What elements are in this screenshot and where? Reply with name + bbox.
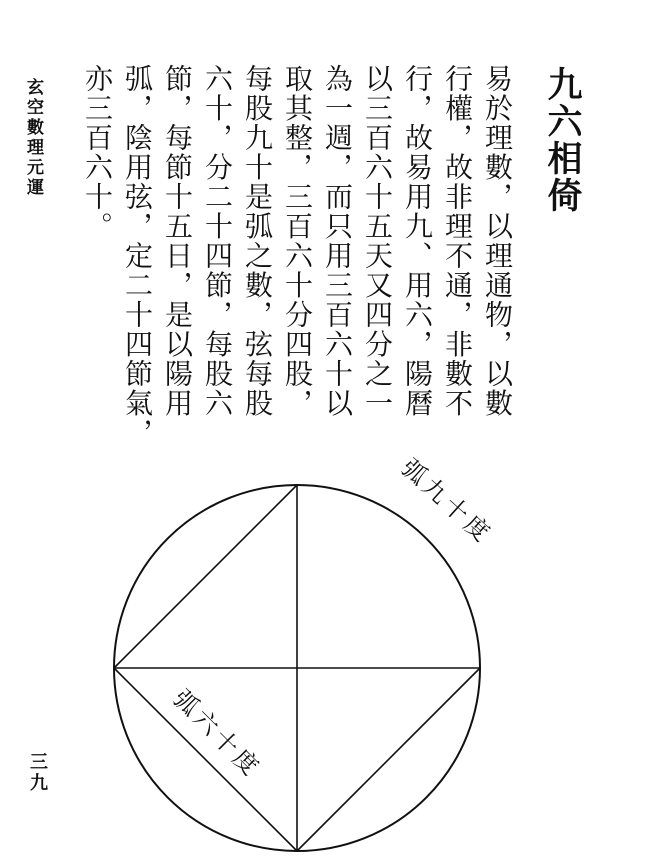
section-title: 九六相倚 <box>542 66 582 214</box>
running-head: 玄空數理元運 <box>23 78 43 198</box>
body-text-column: 行權，故非理不通，非數不 <box>441 64 474 418</box>
chord-sixty-label: 弧六十度 <box>167 684 267 784</box>
inscribed-square-side <box>114 485 297 668</box>
body-text-column: 弧，陰用弦，定二十四節氣， <box>121 64 154 448</box>
body-text-column: 節，每節十五日，是以陽用 <box>161 64 194 418</box>
body-text-column: 每股九十是弧之數，弦每股 <box>241 64 274 418</box>
page-number: 三九 <box>27 752 48 794</box>
body-text-column: 取其整，三百六十分四股， <box>281 64 314 418</box>
body-text-column: 六十，分二十四節，每股六 <box>201 64 234 418</box>
body-text-column: 易於理數，以理通物，以數 <box>481 64 514 418</box>
inscribed-square-side <box>114 668 297 851</box>
arc-ninety-label: 弧九十度 <box>395 453 498 550</box>
inscribed-square-side <box>297 668 480 851</box>
body-text-column: 行，故易用九、用六，陽曆 <box>401 64 434 418</box>
body-text-column: 以三百六十五天又四分之一 <box>361 64 394 418</box>
body-text-column: 為一週，而只用三百六十以 <box>321 64 354 418</box>
body-text-column: 亦三百六十。 <box>81 64 114 241</box>
